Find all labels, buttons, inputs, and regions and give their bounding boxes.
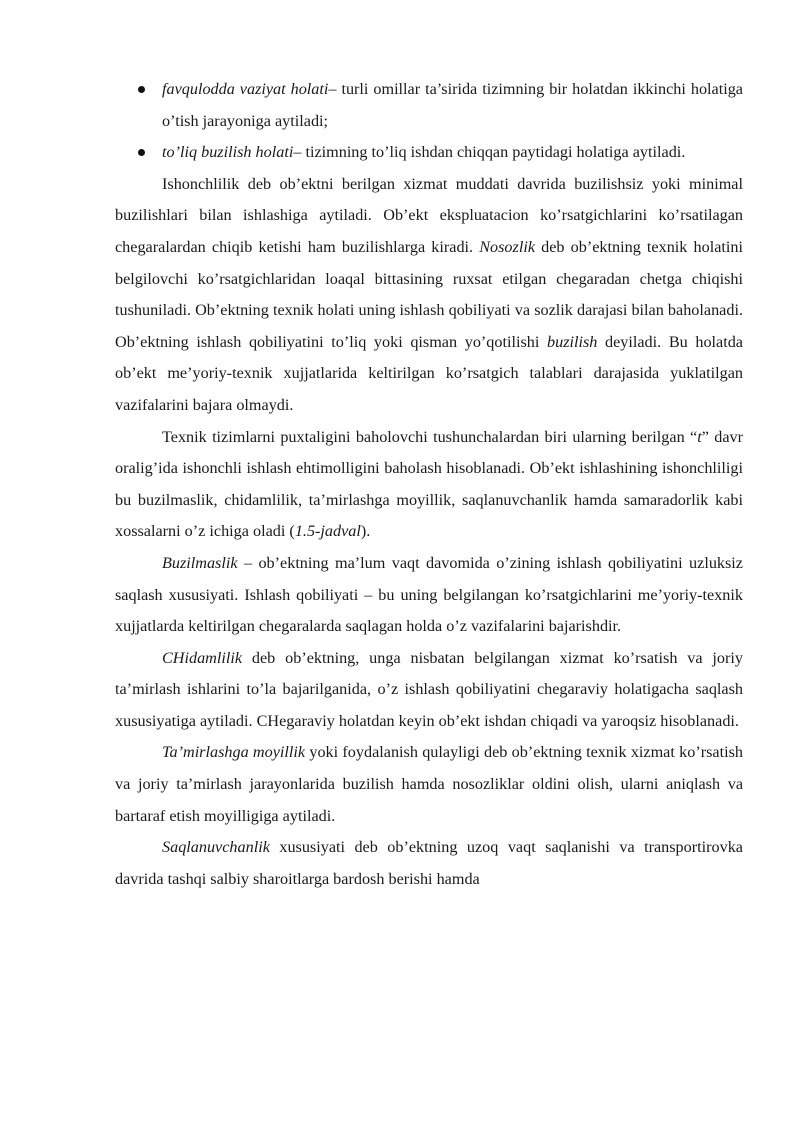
term-italic: favqulodda vaziyat holati xyxy=(162,80,329,98)
text-run: xususiyati deb ob’ektning uzoq vaqt saqlanishi va transportirovka davrida tashqi salbiy sharoitlarga bardosh berishi hamda xyxy=(115,838,743,888)
term-italic: to’liq buzilish holati xyxy=(162,143,294,162)
list-item-text: – tizimning to’liq ishdan chiqqan paytidagi holatiga aytiladi. xyxy=(293,143,686,162)
table-reference: 1.5-jadval xyxy=(294,522,361,541)
paragraph-reliability xyxy=(115,169,743,422)
list-item xyxy=(115,74,743,137)
text-run: – ob’ektning ma’lum vaqt davomida o’zining ishlash qobiliyatini uzluksiz saqlash xususiyati. Ishlash qobiliyati – bu uning belgilangan ko’rsatgichlarini me’yoriy-texnik xujjatlarda keltirilgan chegaralarda saqlagan holda o’z vazifalarini bajarishdir. xyxy=(115,553,743,636)
text-run: yoki foydalanish qulayligi deb ob’ektning texnik xizmat ko’rsatish va joriy ta’mirlash jarayonlarida buzilish hamda nosozliklar oldini olish, ularni aniqlash va bartaraf etish moyilligiga aytiladi. xyxy=(115,743,743,825)
paragraph-durability xyxy=(115,643,743,738)
term-italic: Nosozlik xyxy=(479,237,535,256)
text-run: deb ob’ektning, unga nisbatan belgilangan xizmat ko’rsatish va joriy ta’mirlash ishlarini to’la bajarilganida, o’z ishlash qobiliyatini chegaraviy holatigacha saqlash xususiyatiga aytiladi. CHegaraviy holatdan keyin ob’ekt ishdan chiqadi va yaroqsiz hisoblanadi. xyxy=(115,648,743,730)
list-item-text: – turli omillar ta’sirida tizimning bir holatdan ikkinchi holatiga o’tish jarayoniga aytiladi; xyxy=(162,80,743,130)
bullet-icon xyxy=(138,149,145,156)
term-italic: Saqlanuvchanlik xyxy=(162,838,270,857)
text-run: deyiladi. Bu holatda ob’ekt me’yoriy-texnik xujjatlarida keltirilgan ko’rsatgich talablari darajasida yuklatilgan vazifalarini bajara olmaydi. xyxy=(115,332,743,414)
term-italic: Ta’mirlashga moyillik xyxy=(162,743,306,762)
paragraph-maintainability xyxy=(115,737,743,832)
paragraph-robustness xyxy=(115,422,743,548)
text-run: Texnik tizimlarni puxtaligini baholovchi tushunchalardan biri ularning berilgan “ xyxy=(162,427,698,446)
paragraph-storability xyxy=(115,832,743,895)
text-run: ). xyxy=(360,522,371,541)
text-run: Ishonchlilik deb ob’ektni berilgan xizmat muddati davrida buzilishsiz yoki minimal buzilishlari bilan ishlashiga aytiladi. Ob’ekt ekspluatacion ko’rsatgichlarini ko’rsatilagan chegaralardan chiqib ketishi ham buzilishlarga kiradi. xyxy=(115,174,743,256)
term-italic: CHidamlilik xyxy=(162,648,243,667)
text-run: ” davr oralig’ida ishonchli ishlash ehtimolligini baholash hisoblanadi. Ob’ekt ishlashining ishonchliligi bu buzilmaslik, chidamlilik, ta’mirlashga moyillik, saqlanuvchanlik hamda samaradorlik kabi xossalarni o’z ichiga oladi ( xyxy=(115,427,743,541)
text-run: deb ob’ektning texnik holatini belgilovchi ko’rsatgichlaridan loaqal bittasining ruxsat etilgan chegaradan chetga chiqishi tushuniladi. Ob’ektning texnik holati uning ishlash qobiliyati va sozlik darajasi bilan baholanadi. Ob’ektning ishlash qobiliyatini to’liq yoki qisman yo’qotilishi xyxy=(115,237,743,351)
document-page xyxy=(115,74,743,895)
bullet-icon xyxy=(138,86,145,93)
bullet-list xyxy=(115,74,743,169)
list-item xyxy=(115,137,743,169)
term-italic: Buzilmaslik xyxy=(162,553,238,572)
term-italic: buzilish xyxy=(547,332,598,351)
paragraph-failure-free xyxy=(115,548,743,643)
term-italic: t xyxy=(697,427,702,446)
